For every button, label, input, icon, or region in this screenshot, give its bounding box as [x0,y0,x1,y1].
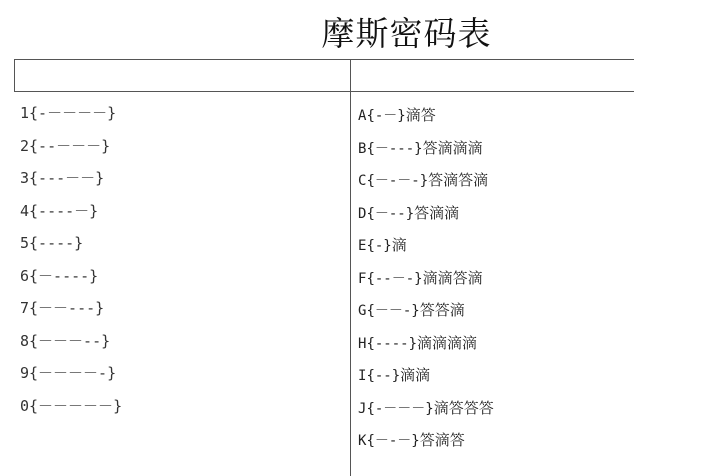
letter-row [358,197,494,230]
letter-key: H [358,335,367,352]
letter-code: {--－-} [366,270,423,287]
number-row [20,292,122,325]
letter-row [358,262,494,295]
letter-key: E [358,238,367,254]
number-key: 4 [20,201,30,220]
letter-code-list [358,99,494,457]
number-key: 0 [20,396,30,415]
letter-sound: 滴 [391,236,407,254]
number-code: {－－－－-} [29,364,117,382]
number-key: 8 [20,331,30,350]
number-row [20,195,122,228]
letter-key: J [358,400,367,417]
number-row [20,227,122,260]
letter-row [358,99,494,132]
number-row [20,325,122,358]
letter-key: B [358,140,367,157]
letter-row [358,359,494,392]
letter-sound: 滴滴答滴 [422,268,483,287]
letter-code: {----} [366,335,418,352]
number-row [20,260,122,293]
number-key: 6 [20,266,30,285]
header-bottom-border [14,91,634,92]
letter-code: {－－-} [366,303,420,319]
letter-code: {-－} [366,108,406,124]
number-row [20,357,122,390]
letter-key: G [358,303,367,319]
letter-sound: 滴滴滴滴 [417,333,478,352]
letter-code: {--} [366,368,401,384]
letter-row [358,132,494,165]
letter-code: {-} [366,238,392,254]
number-row [20,162,122,195]
number-code: {----－} [29,201,99,220]
letter-key: A [358,108,367,124]
letter-code: {－-－} [366,433,420,449]
number-code: {－－－－－} [29,396,123,415]
number-key: 7 [20,299,30,317]
letter-sound: 答答滴 [419,301,465,319]
letter-row [358,327,494,360]
letter-key: D [358,205,367,222]
letter-row [358,294,494,327]
letter-row [358,424,494,457]
letter-key: C [358,173,367,189]
number-key: 2 [20,136,30,155]
number-key: 5 [20,234,30,252]
number-row [20,130,122,163]
number-code: {--－－－} [29,136,111,155]
letter-code: {－--} [366,205,415,222]
letter-row [358,229,494,262]
letter-sound: 滴滴 [400,366,431,384]
letter-sound: 答滴滴 [414,203,460,222]
number-code: {-－－－－} [29,104,117,122]
letter-code: {－-－-} [366,173,429,189]
table-top-border [14,59,634,60]
letter-key: F [358,270,367,287]
number-row [20,97,122,130]
number-key: 3 [20,169,30,187]
number-code-list [20,97,122,422]
letter-row [358,392,494,425]
number-key: 9 [20,364,30,382]
letter-sound: 答滴滴滴 [422,138,483,157]
number-code: {－－---} [29,299,105,317]
letter-sound: 滴答 [405,106,436,124]
table-left-border [14,59,15,92]
page-title: 摩斯密码表 [321,14,492,53]
letter-sound: 滴答答答 [433,398,494,417]
number-code: {---－－} [29,169,105,187]
number-code: {－－－--} [29,331,111,350]
column-divider [350,59,351,476]
letter-key: K [358,433,367,449]
letter-sound: 答滴答 [419,431,465,449]
letter-sound: 答滴答滴 [428,171,489,189]
number-code: {－----} [29,266,99,285]
letter-key: I [358,368,367,384]
letter-code: {-－－－} [366,400,434,417]
number-row [20,390,122,423]
number-key: 1 [20,104,30,122]
letter-row [358,164,494,197]
letter-code: {－---} [366,140,423,157]
number-code: {----} [29,234,84,252]
